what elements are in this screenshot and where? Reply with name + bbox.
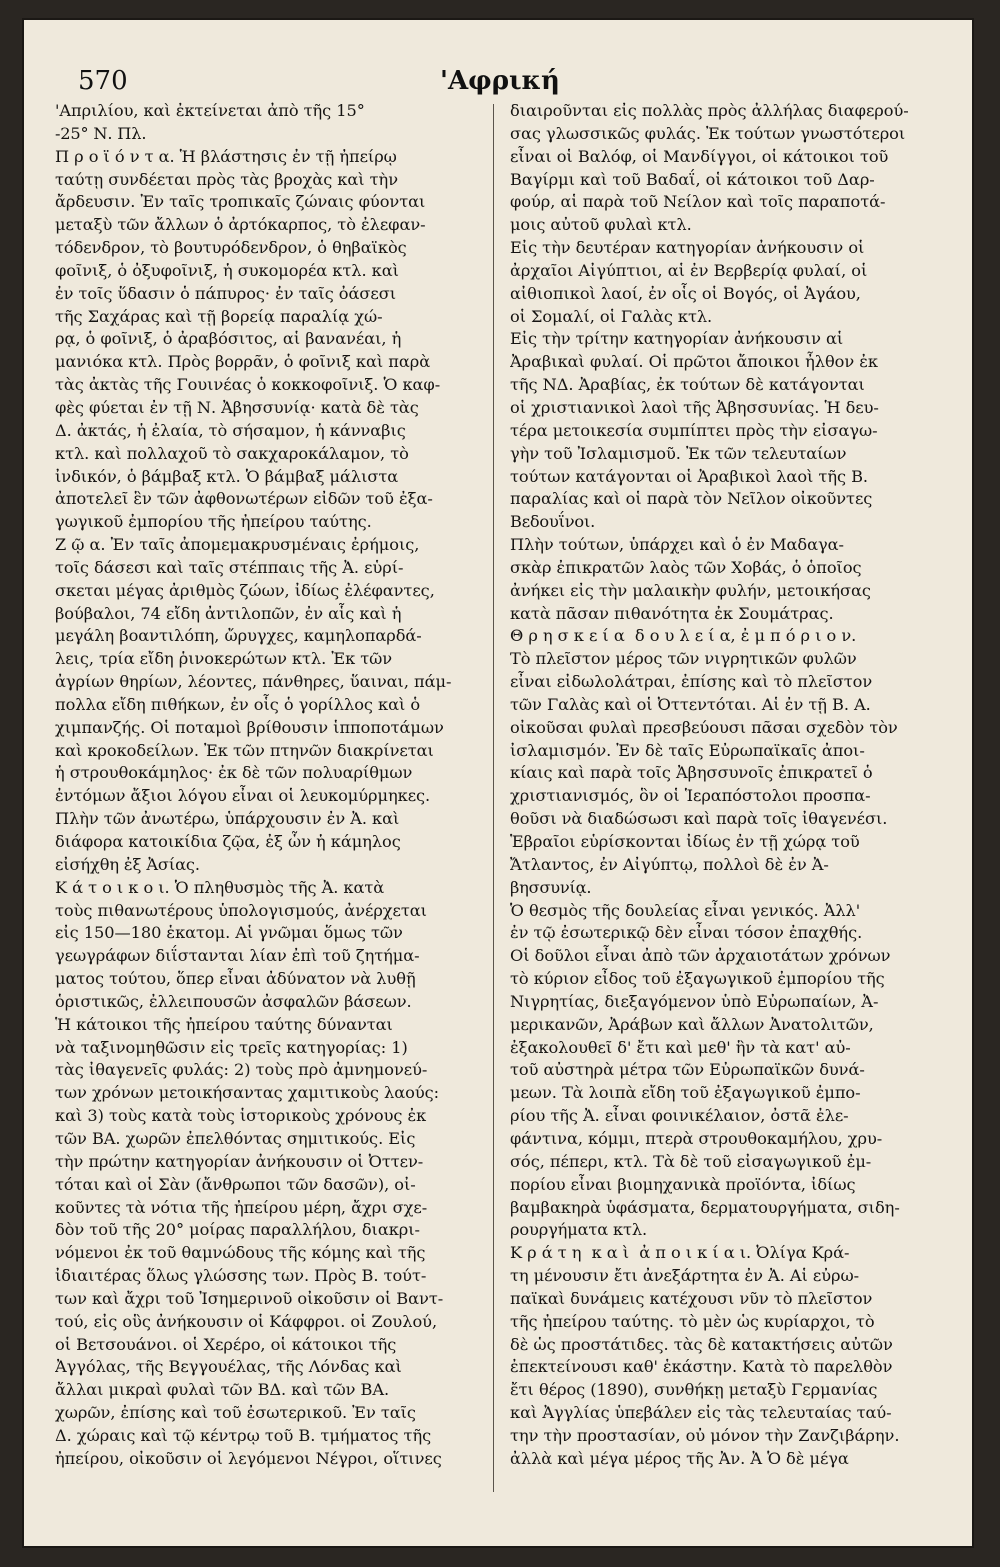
text-line: ἡ στρουθοκάμηλος· ἐκ δὲ τῶν πολυαρίθμων [55,763,413,783]
text-line: τὰς ἀκτὰς τῆς Γουινέας ὁ κοκκοφοῖνιξ. Ὁ καφ- [55,375,441,395]
text-line: τόδενδρον, τὸ βουτυρόδενδρον, ὁ θηβαϊκὸς [55,238,407,258]
text-line: Ζ ῷ α. Ἐν ταῖς ἀπομεμακρυσμέναις ἐρήμοις, [55,535,420,555]
text-line: τῶν ΒΑ. χωρῶν ἐπελθόντας σημιτικούς. Εἰς [55,1128,416,1148]
text-line: βαμβακηρὰ ὑφάσματα, δερματουργήματα, σιδη- [510,1197,900,1217]
text-line: Θ ρ η σ κ ε ί α δ ο υ λ ε ί α, ἐ μ π ό ρ ι ο ν. [510,626,857,646]
text-line: ἀρχαῖοι Αἰγύπτιοι, αἱ ἐν Βερβερίᾳ φυλαί, οἱ [510,260,868,280]
text-line: φάντινα, κόμμι, πτερὰ στρουθοκαμήλου, χρυ- [510,1128,883,1148]
text-line: ἐν τῷ ἐσωτερικῷ δὲν εἶναι τόσον ἐπαχθής. [510,923,863,943]
text-line: ἀποτελεῖ ἓν τῶν ἀφθονωτέρων εἰδῶν τοῦ ἐξα- [55,489,433,509]
text-line: ματος τούτου, ὅπερ εἶναι ἀδύνατον νὰ λυθῇ [55,969,416,989]
text-line: οἱ χριστιανικοὶ λαοὶ τῆς Ἀβησσυνίας. Ἡ δευ- [510,397,879,417]
text-line: ἄλλαι μικραὶ φυλαὶ τῶν ΒΔ. καὶ τῶν ΒΑ. [55,1380,390,1400]
text-line: ἐξακολουθεῖ δ' ἔτι καὶ μεθ' ἣν τὰ κατ' αὐ- [510,1037,851,1057]
text-line: τού, εἰς οὓς ἀνήκουσιν οἱ Κάφφροι. οἱ Ζουλού, [55,1311,438,1331]
text-line: παϊκαὶ δυνάμεις κατέχουσι νῦν τὸ πλεῖστον [510,1288,873,1308]
text-line: Δ. ἀκτάς, ἡ ἐλαία, τὸ σήσαμον, ἡ κάνναβις [55,420,406,440]
text-line: αἰθιοπικοὶ λαοί, ἐν οἷς οἱ Βογός, οἱ Ἀγάου, [510,283,861,303]
text-line: των καὶ ἄχρι τοῦ Ἰσημερινοῦ οἰκοῦσιν οἱ Βαντ- [55,1288,444,1308]
text-line: Πλὴν τούτων, ὑπάρχει καὶ ὁ ἐν Μαδαγα- [510,535,844,555]
text-line: γωγικοῦ ἐμπορίου τῆς ἠπείρου ταύτης. [55,512,372,532]
text-line: Δ. χώραις καὶ τῷ κέντρῳ τοῦ Β. τμήματος τῆς [55,1425,432,1445]
text-line: θοῦσι νὰ διαδώσωσι καὶ παρὰ τοῖς ἰθαγενέσι. [510,809,888,829]
text-line: ρίου τῆς Ἀ. εἶναι φοινικέλαιον, ὀστᾶ ἐλε- [510,1106,849,1126]
text-line: ἀγρίων θηρίων, λέοντες, πάνθηρες, ὕαιναι, πάμ- [55,672,452,692]
text-line: Ἡ κάτοικοι τῆς ἠπείρου ταύτης δύνανται [55,1014,393,1034]
text-line: καὶ Ἀγγλίας ὑπεβάλεν εἰς τὰς τελευταίας ταύ- [510,1403,892,1423]
text-line: γὴν τοῦ Ἰσλαμισμοῦ. Ἐκ τῶν τελευταίων [510,443,847,463]
text-line: ἰνδικόν, ὁ βάμβαξ κτλ. Ὁ βάμβαξ μάλιστα [55,466,399,486]
text-line: σκὰρ ἐπικρατῶν λαὸς τῶν Χοβάς, ὁ ὁποῖος [510,557,862,577]
text-line: κίαις καὶ παρὰ τοῖς Ἀβησσυνοῖς ἐπικρατεῖ ὁ [510,763,873,783]
text-line: Ὁ θεσμὸς τῆς δουλείας εἶναι γενικός. Ἀλλ' [510,900,861,920]
text-line: τῆς Σαχάρας καὶ τῇ βορείᾳ παραλίᾳ χώ- [55,306,383,326]
text-line: μεταξὺ τῶν ἄλλων ὁ ἀρτόκαρπος, τὸ ἐλεφαν- [55,215,426,235]
text-line: εἶναι οἱ Βαλόφ, οἱ Μανδίγγοι, οἱ κάτοικοι τοῦ [510,146,889,166]
text-line: ἔτι θέρος (1890), συνθήκῃ μεταξὺ Γερμανίας [510,1380,878,1400]
text-line: ἰσλαμισμόν. Ἐν δὲ ταῖς Εὐρωπαϊκαῖς ἀποι- [510,740,865,760]
text-line: βησσυνίᾳ. [510,877,592,897]
text-line: διάφορα κατοικίδια ζῷα, ἐξ ὧν ἡ κάμηλος [55,832,401,851]
text-line: σκεται μέγας ἀριθμὸς ζώων, ἰδίως ἐλέφαντες, [55,580,435,600]
text-line: τὴν πρώτην κατηγορίαν ἀνήκουσιν οἱ Ὀττεν- [55,1151,424,1171]
text-line: εἰς 150—180 ἑκατομ. Αἱ γνῶμαι ὅμως τῶν [55,923,403,943]
text-line: μερικανῶν, Ἀράβων καὶ ἄλλων Ἀνατολιτῶν, [510,1014,874,1034]
text-line: διαιροῦνται εἰς πολλὰς πρὸς ἀλλήλας διαφερού- [510,101,909,120]
text-line: ρουργήματα κτλ. [510,1220,647,1240]
text-line: σας γλωσσικῶς φυλάς. Ἐκ τούτων γνωστότεροι [510,123,906,143]
text-line: τῆς ἠπείρου ταύτης. τὸ μὲν ὡς κυρίαρχοι, τὸ [510,1311,875,1331]
text-line: ἀνήκει εἰς τὴν μαλαικὴν φυλήν, μετοικήσας [510,580,871,600]
text-line: κατὰ πᾶσαν πιθανότητα ἐκ Σουμάτρας. [510,603,834,623]
page-number: 570 [78,66,128,96]
text-line: καὶ κροκοδείλων. Ἐκ τῶν πτηνῶν διακρίνεται [55,740,434,760]
text-line: ὁριστικῶς, ἐλλειπουσῶν ἀσφαλῶν βάσεων. [55,991,412,1011]
text-line: πολλα εἴδη πιθήκων, ἐν οἷς ὁ γορίλλος καὶ ὁ [55,694,421,714]
text-line: Ἀραβικαὶ φυλαί. Οἱ πρῶτοι ἄποικοι ἦλθον ἐκ [510,352,878,372]
text-line: Π ρ ο ϊ ό ν τ α. Ἡ βλάστησις ἐν τῇ ἠπείρῳ [55,146,397,166]
text-line: τόται καὶ οἱ Σὰν (ἄνθρωποι τῶν δασῶν), οἰ- [55,1174,416,1194]
text-line: Βεδουΐνοι. [510,512,596,532]
text-line: Τὸ πλεῖστον μέρος τῶν νιγρητικῶν φυλῶν [510,649,857,669]
text-line: δὸν τοῦ τῆς 20° μοίρας παραλλήλου, διακρι- [55,1220,420,1240]
text-line: τῶν Γαλὰς καὶ οἱ Ὀττεντόται. Αἱ ἐν τῇ Β. Α. [510,694,871,714]
text-line: Κ ρ ά τ η κ α ὶ ἀ π ο ι κ ί α ι. Ὀλίγα Κρά- [510,1243,850,1263]
text-line: ἀλλὰ καὶ μέγα μέρος τῆς Ἀν. Ἀ Ὁ δὲ μέγα [510,1448,849,1468]
text-line: χιμπανζής. Οἱ ποταμοὶ βρίθουσιν ἱπποποτάμων [55,717,444,737]
text-line: των χρόνων μετοικήσαντας χαμιτικοὺς λαούς: [55,1083,440,1103]
text-line: οἱ Σομαλί, οἱ Γαλὰς κτλ. [510,306,713,326]
text-line: καὶ 3) τοὺς κατὰ τοὺς ἱστορικοὺς χρόνους ἐκ [55,1106,427,1126]
text-line: πορίου εἶναι βιομηχανικὰ προϊόντα, ἰδίως [510,1174,856,1194]
text-line: φούρ, αἱ παρὰ τοῦ Νείλον καὶ τοῖς παραποτά- [510,192,886,212]
text-line: τὸ κύριον εἶδος τοῦ ἐξαγωγικοῦ ἐμπορίου τῆς [510,969,885,989]
text-line: ἄρδευσιν. Ἐν ταῖς τροπικαῖς ζώναις φύονται [55,192,426,212]
text-line: Ἄτλαντος, ἐν Αἰγύπτῳ, πολλοὶ δὲ ἐν Ἀ- [510,854,829,874]
running-title: 'Αφρική [440,66,560,96]
text-line: ἠπείρου, οἰκοῦσιν οἱ λεγόμενοι Νέγροι, οἵτινες [55,1448,442,1468]
text-line: φοῖνιξ, ὁ ὀξυφοῖνιξ, ἡ συκομορέα κτλ. καὶ [55,260,399,280]
text-line: τοὺς πιθανωτέρους ὑπολογισμούς, ἀνέρχεται [55,900,427,920]
text-line: μοις αὐτοῦ φυλαὶ κτλ. [510,215,692,235]
text-line: εἶναι εἰδωλολάτραι, ἐπίσης καὶ τὸ πλεῖστον [510,672,873,692]
text-line: τῆς ΝΔ. Ἀραβίας, ἐκ τούτων δὲ κατάγονται [510,375,865,395]
text-line: χωρῶν, ἐπίσης καὶ τοῦ ἐσωτερικοῦ. Ἐν ταῖς [55,1403,416,1423]
text-line: την τὴν προστασίαν, οὐ μόνον τὴν Ζανζιβάρην. [510,1425,900,1445]
text-line: βούβαλοι, 74 εἴδη ἀντιλοπῶν, ἐν αἷς καὶ ἡ [55,603,402,623]
text-line: ἰδιαιτέρας ὅλως γλώσσης των. Πρὸς Β. τούτ- [55,1266,427,1286]
text-line: Εἰς τὴν δευτέραν κατηγορίαν ἀνήκουσιν οἱ [510,238,865,258]
text-line: παραλίας καὶ οἱ παρὰ τὸν Νεῖλον οἰκοῦντες [510,489,873,509]
text-line: 'Απριλίου, καὶ ἐκτείνεται ἀπὸ τῆς 15° [55,101,365,120]
left-column [55,100,487,1471]
text-line: -25° Ν. Πλ. [55,123,147,143]
text-line: οἱ Βετσουάνοι. οἱ Χερέρο, οἱ κάτοικοι τῆς [55,1334,397,1354]
text-line: οἰκοῦσαι φυλαὶ πρεσβεύουσι πᾶσαι σχεδὸν τὸν [510,717,898,737]
text-line: ἐν τοῖς ὕδασιν ὁ πάπυρος· ἐν ταῖς ὀάσεσι [55,283,397,303]
text-line: ἐντόμων ἄξιοι λόγου εἶναι οἱ λευκομύρμηκες. [55,786,431,806]
text-line: τέρα μετοικεσία συμπίπτει πρὸς τὴν εἰσαγω- [510,420,878,440]
text-line: ταύτῃ συνδέεται πρὸς τὰς βροχὰς καὶ τὴν [55,169,398,189]
text-line: ἐπεκτείνουσι καθ' ἑκάστην. Κατὰ τὸ παρελθὸν [510,1357,893,1377]
text-line: νόμενοι ἐκ τοῦ θαμνώδους τῆς κόμης καὶ τῆς [55,1243,426,1263]
text-line: Βαγίρμι καὶ τοῦ Βαδαΐ, οἱ κάτοικοι τοῦ Δαρ- [510,169,875,189]
text-line: Πλὴν τῶν ἀνωτέρω, ὑπάρχουσιν ἐν Ἀ. καὶ [55,809,400,829]
text-line: κοῦντες τὰ νότια τῆς ἠπείρου μέρη, ἄχρι σχε- [55,1197,428,1217]
right-column [510,100,942,1471]
text-line: μανιόκα κτλ. Πρὸς βορρᾶν, ὁ φοῖνιξ καὶ παρὰ [55,352,431,372]
text-line: εἰσήχθη ἐξ Ἀσίας. [55,854,200,874]
text-line: τοῖς δάσεσι καὶ ταῖς στέππαις τῆς Ἀ. εὑρί- [55,557,404,577]
text-line: φὲς φύεται ἐν τῇ Ν. Ἀβησσυνίᾳ· κατὰ δὲ τὰς [55,397,419,417]
text-line: λεις, τρία εἴδη ῥινοκερώτων κτλ. Ἐκ τῶν [55,649,393,669]
text-line: κτλ. καὶ πολλαχοῦ τὸ σακχαροκάλαμον, τὸ [55,443,409,463]
text-line: σός, πέπερι, κτλ. Τὰ δὲ τοῦ εἰσαγωγικοῦ ἐμ- [510,1151,872,1171]
text-line: Ἑβραῖοι εὑρίσκονται ἰδίως ἐν τῇ χώρᾳ τοῦ [510,832,860,851]
text-line: Εἰς τὴν τρίτην κατηγορίαν ἀνήκουσιν αἱ [510,329,844,349]
text-line: τοῦ αὐστηρὰ μέτρα τῶν Εὐρωπαϊκῶν δυνά- [510,1060,865,1080]
text-line: δὲ ὡς προστάτιδες. τὰς δὲ κατακτήσεις αὐτῶν [510,1334,893,1354]
text-line: Οἱ δοῦλοι εἶναι ἀπὸ τῶν ἀρχαιοτάτων χρόνων [510,946,891,966]
text-line: μεγάλη βοαντιλόπη, ὤρυγχες, καμηλοπαρδά- [55,626,422,646]
text-line: γεωγράφων διΐστανται λίαν ἐπὶ τοῦ ζητήμα- [55,946,420,966]
text-line: Ἀγγόλας, τῆς Βεγγουέλας, τῆς Λόνδας καὶ [55,1357,402,1377]
text-line: ρᾳ, ὁ φοῖνιξ, ὁ ἀραβόσιτος, αἱ βανανέαι, ἡ [55,329,402,349]
text-line: χριστιανισμός, ὃν οἱ Ἱεραπόστολοι προσπα- [510,786,871,806]
column-divider [493,104,494,1492]
text-line: τούτων κατάγονται οἱ Ἀραβικοὶ λαοὶ τῆς Β. [510,466,869,486]
text-line: Νιγρητίας, διεξαγόμενον ὑπὸ Εὐρωπαίων, Ἀ- [510,991,879,1011]
text-line: τὰς ἰθαγενεῖς φυλάς: 2) τοὺς πρὸ ἀμνημονεύ- [55,1060,428,1080]
text-line: Κ ά τ ο ι κ ο ι. Ὁ πληθυσμὸς τῆς Ἀ. κατὰ [55,877,385,897]
text-line: τη μένουσιν ἔτι ἀνεξάρτητα ἐν Ἀ. Αἱ εὐρω- [510,1266,860,1286]
text-line: μεων. Τὰ λοιπὰ εἴδη τοῦ ἐξαγωγικοῦ ἐμπο- [510,1083,861,1103]
text-line: νὰ ταξινομηθῶσιν εἰς τρεῖς κατηγορίας: 1) [55,1037,408,1057]
